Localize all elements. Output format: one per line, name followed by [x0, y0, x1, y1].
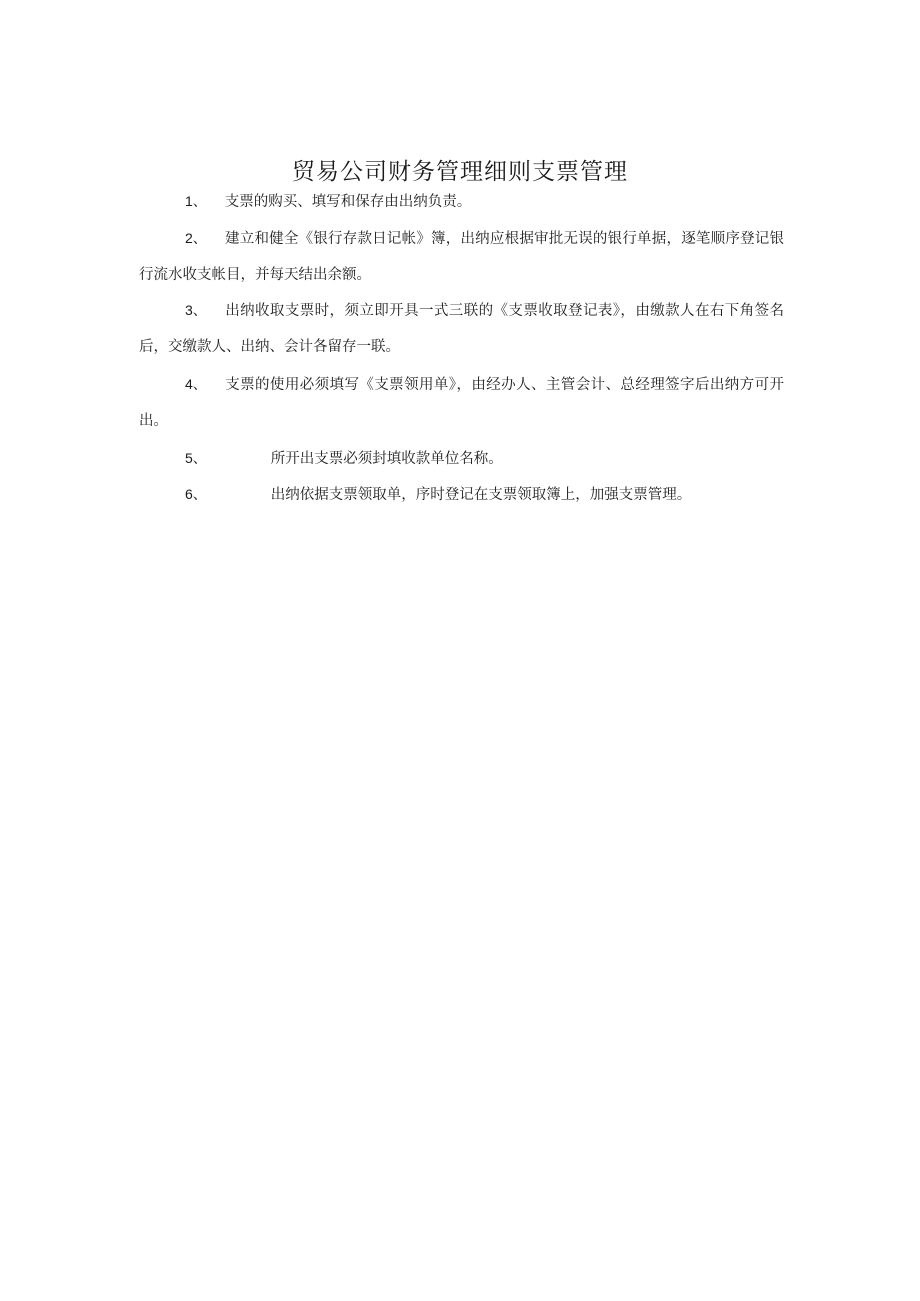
- rule-number: 5、: [185, 450, 207, 466]
- rule-text: 所开出支票必须封填收款单位名称。: [270, 451, 503, 467]
- rule-item-3: [139, 292, 784, 365]
- rule-number: 2、: [185, 230, 207, 246]
- rule-item-6: [139, 476, 784, 513]
- rule-number: 1、: [185, 193, 207, 209]
- rule-number: 6、: [185, 486, 207, 502]
- rule-item-4: [139, 366, 784, 439]
- rule-text: 出纳收取支票时，须立即开具一式三联的《支票收取登记表》，由缴款人在右下角签名后，交缴款人、出纳、会计各留存一联。: [139, 303, 784, 355]
- document-title: 贸易公司财务管理细则支票管理: [292, 159, 628, 186]
- rule-text: 出纳依据支票领取单，序时登记在支票领取簿上，加强支票管理。: [270, 487, 692, 503]
- rule-number: 4、: [185, 376, 207, 392]
- rule-number: 3、: [185, 302, 207, 318]
- rule-item-2: [139, 220, 784, 293]
- rule-text: 支票的购买、填写和保存由出纳负责。: [224, 194, 472, 210]
- rule-text: 支票的使用必须填写《支票领用单》，由经办人、主管会计、总经理签字后出纳方可开出。: [139, 377, 784, 429]
- rule-text: 建立和健全《银行存款日记帐》簿，出纳应根据审批无误的银行单据，逐笔顺序登记银行流水收支帐目，并每天结出余额。: [139, 231, 784, 283]
- rule-item-5: [139, 440, 784, 477]
- rule-item-1: [139, 183, 784, 220]
